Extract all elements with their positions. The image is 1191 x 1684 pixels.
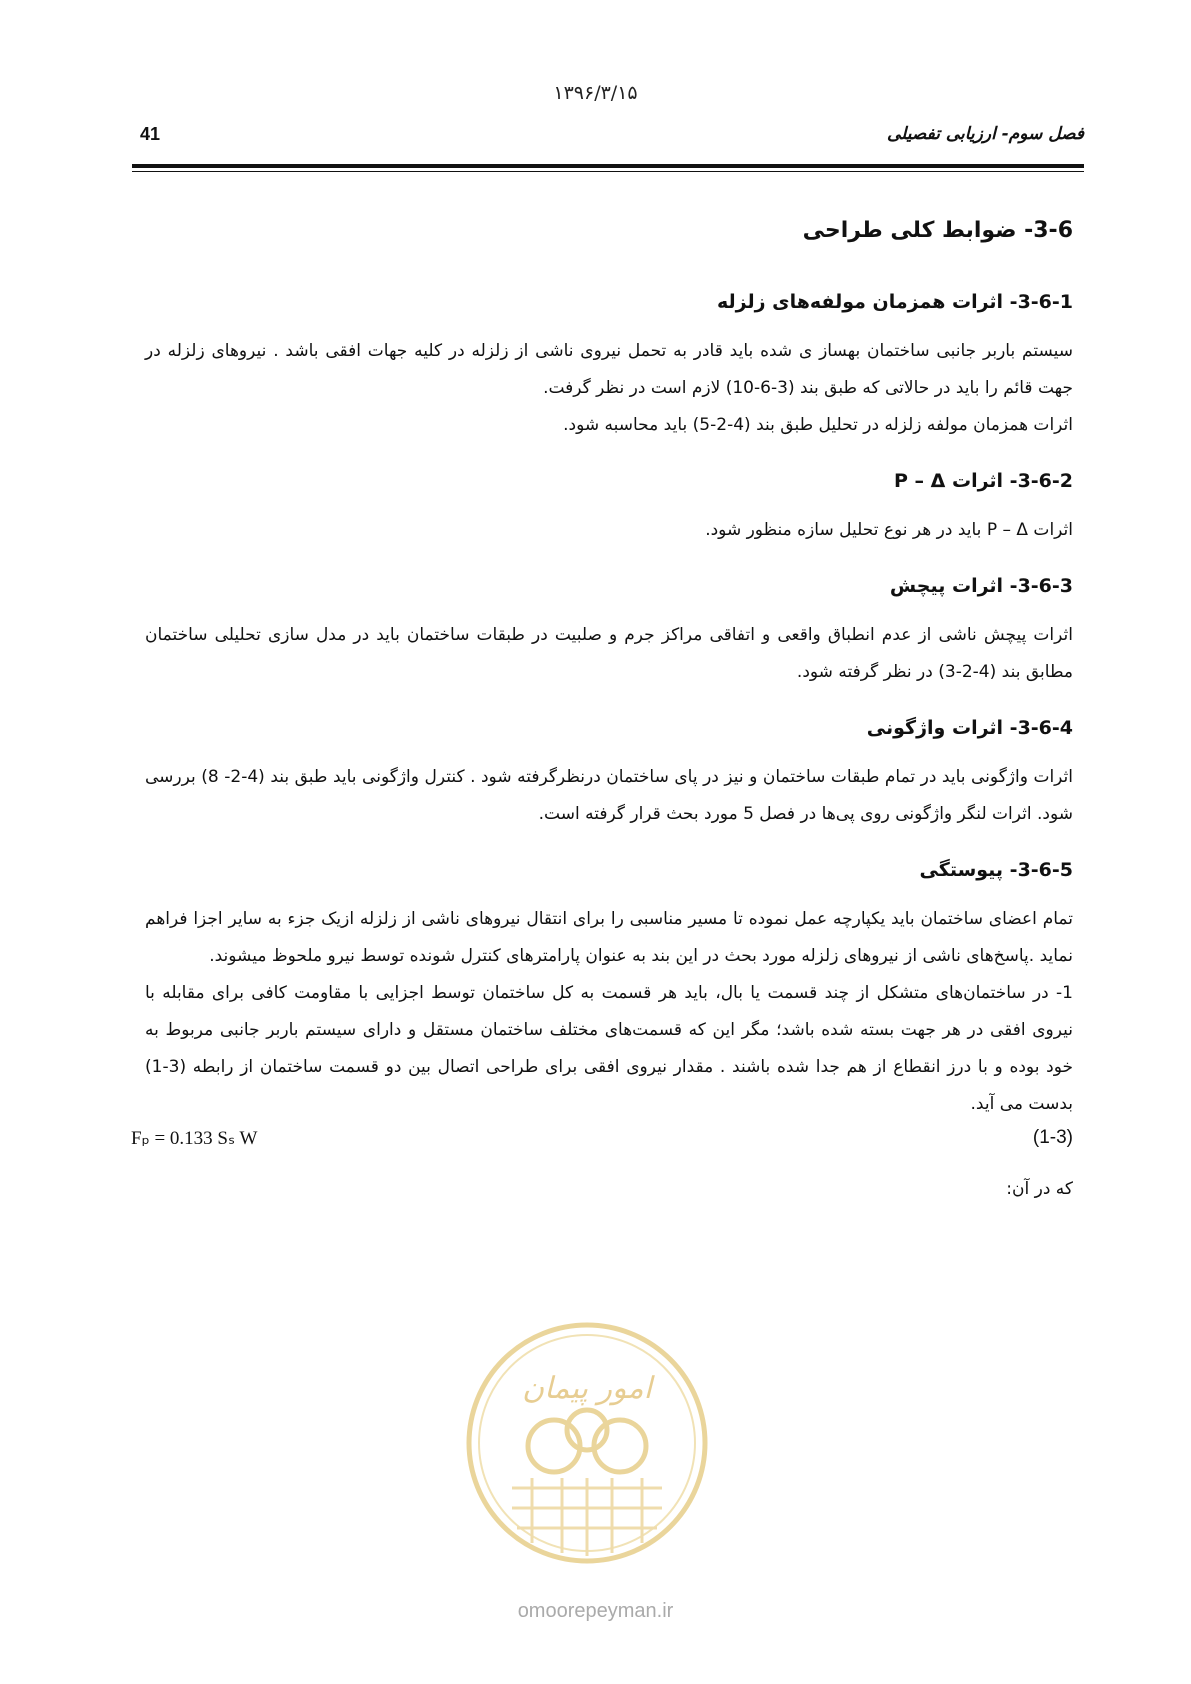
paragraph: اثرات P – Δ باید در هر نوع تحلیل سازه منظور شود. (705, 520, 1073, 540)
page-date: ۱۳۹۶/۳/۱۵ (553, 82, 638, 104)
header-rule-thin (132, 171, 1084, 172)
equation-number: (1-3) (1032, 1127, 1073, 1148)
paragraph: اثرات واژگونی باید در تمام طبقات ساختمان و نیز در پای ساختمان درنظرگرفته شود . کنترل واژگونی باید طبق بند (4-2- 8) بررسی شود. اثرات لنگر واژگونی روی پی‌ها در فصل 5 مورد بحث قرار گرفته است. (145, 767, 1074, 824)
watermark-site: omoorepeyman.ir (517, 1600, 674, 1622)
page-header (132, 124, 1084, 154)
section-title: 3-6- ضوابط کلی طراحی (802, 218, 1073, 243)
equation-row (131, 1127, 1073, 1163)
watermark-logo (462, 1318, 712, 1568)
paragraph: 1- در ساختمان‌های متشکل از چند قسمت یا بال، باید هر قسمت به کل ساختمان توسط اجزایی با مقاومت کافی برای مقابله با نیروی افقی در هر جهت بسته شده باشد؛ مگر این که قسمت‌های مختلف ساختمان مستقل و دارای سیستم باربر جانبی مربوط به خود بوده و با درز انقطاع از هم جدا شده باشند . مقدار نیروی افقی برای طراحی اتصال بین دو قسمت ساختمان از رابطه (3-1) بدست می آید. (145, 983, 1073, 1114)
equation-formula: Fₚ = 0.133 Sₛ W (131, 1128, 258, 1149)
page-content (131, 195, 1074, 1208)
paragraph: اثرات همزمان مولفه زلزله در تحلیل طبق بند (4-2-5) باید محاسبه شود. (563, 415, 1073, 435)
paragraph: سیستم باربر جانبی ساختمان بهساز ی شده باید قادر به تحمل نیروی ناشی از زلزله در کلیه جهات افقی باشد . نیروهای زلزله در جهت قائم را باید در حالاتی که طبق بند (3-6-10) لازم است در نظر گرفت. (145, 341, 1073, 398)
svg-text:امور پیمان: امور پیمان (522, 1371, 652, 1406)
subsection-title-2: 3-6-2- اثرات P – Δ (894, 470, 1073, 492)
where-label: که در آن: (1006, 1179, 1073, 1199)
subsection-title-3: 3-6-3- اثرات پیچش (889, 575, 1073, 597)
subsection-title-1: 3-6-1- اثرات همزمان مولفه‌های زلزله (717, 291, 1073, 313)
page-number: 41 (140, 124, 161, 144)
subsection-title-5: 3-6-5- پیوستگی (919, 859, 1073, 881)
chapter-title: فصل سوم- ارزیابی تفصیلی (886, 124, 1084, 144)
subsection-title-4: 3-6-4- اثرات واژگونی (866, 717, 1073, 739)
paragraph: اثرات پیچش ناشی از عدم انطباق واقعی و اتفاقی مراکز جرم و صلبیت در طبقات ساختمان باید در مدل سازی تحلیلی ساختمان مطابق بند (4-2-3) در نظر گرفته شود. (145, 625, 1073, 682)
header-rule-thick (132, 164, 1084, 168)
paragraph: تمام اعضای ساختمان باید یکپارچه عمل نموده تا مسیر مناسبی را برای انتقال نیروهای ناشی از زلزله ازیک جزء به سایر اجزا فراهم نماید .پاسخ‌های ناشی از نیروهای زلزله مورد بحث در این بند به عنوان پارامترهای کنترل شونده توسط نیرو ملحوظ میشوند. (145, 909, 1073, 966)
